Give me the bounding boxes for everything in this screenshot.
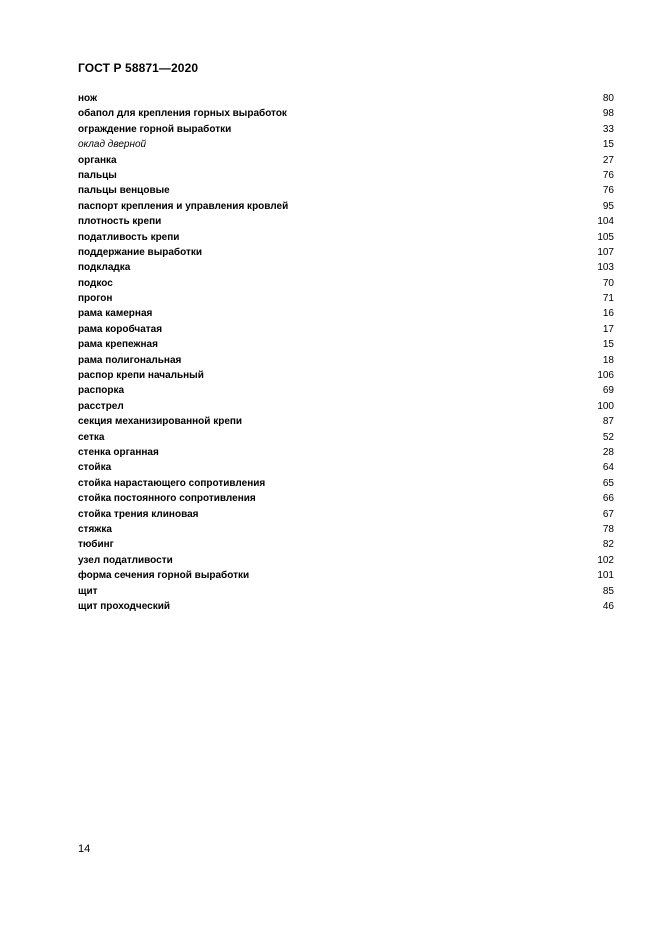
index-term: узел податливости [78, 554, 173, 566]
index-term: нож [78, 93, 98, 104]
index-page-ref: 65 [602, 477, 614, 489]
index-entry [78, 430, 614, 445]
index-term: паспорт крепления и управления кровлей [78, 200, 289, 212]
index-entry [78, 599, 614, 614]
index-page-ref: 106 [597, 370, 614, 382]
index-page-ref: 71 [602, 293, 614, 305]
index-page-ref: 82 [602, 539, 614, 551]
index-term: тюбинг [78, 539, 114, 551]
index-entry [78, 245, 614, 260]
index-entry [78, 291, 614, 306]
index-entry [78, 106, 614, 121]
index-entry [78, 383, 614, 398]
index-term: распорка [78, 385, 125, 397]
index-page-ref: 105 [597, 231, 614, 243]
index-term: подкос [78, 277, 113, 289]
index-entry [78, 199, 614, 214]
index-page-ref: 69 [602, 385, 614, 397]
index-entry [78, 337, 614, 352]
index-page-ref: 18 [602, 354, 614, 366]
index-term: стенка органная [78, 446, 159, 458]
index-page-ref: 76 [602, 185, 614, 197]
index-term: оклад дверной [78, 139, 147, 151]
index-term: рама полигональная [78, 354, 182, 366]
index-term: податливость крепи [78, 231, 180, 243]
index-term: щит проходческий [78, 600, 171, 612]
index-term: стойка трения клиновая [78, 508, 199, 520]
index-page-ref: 15 [602, 139, 614, 151]
index-term: рама камерная [78, 308, 153, 320]
index-entry [78, 491, 614, 506]
index-term: стойка [78, 462, 112, 474]
index-term: стойка постоянного сопротивления [78, 493, 256, 505]
alphabetical-index [78, 91, 614, 614]
index-term: пальцы [78, 169, 117, 181]
index-page-ref: 27 [602, 154, 614, 166]
index-entry [78, 322, 614, 337]
index-entry [78, 445, 614, 460]
index-term: обапол для крепления горных выработок [78, 108, 287, 120]
index-term: щит [78, 585, 98, 597]
index-term: плотность крепи [78, 216, 162, 228]
index-page-ref: 66 [602, 493, 614, 505]
index-page-ref: 17 [602, 323, 614, 335]
index-entry [78, 168, 614, 183]
index-entry [78, 214, 614, 229]
index-entry [78, 553, 614, 568]
index-term: форма сечения горной выработки [78, 570, 250, 582]
index-entry [78, 414, 614, 429]
index-term: секция механизированной крепи [78, 416, 243, 428]
index-entry [78, 183, 614, 198]
index-page-ref: 95 [602, 200, 614, 212]
index-term: прогон [78, 293, 113, 305]
index-entry [78, 460, 614, 475]
index-page-ref: 78 [602, 523, 614, 535]
index-term: рама коробчатая [78, 323, 163, 335]
index-page-ref: 102 [597, 554, 614, 566]
index-page-ref: 85 [602, 585, 614, 597]
index-term: рама крепежная [78, 339, 158, 351]
index-page-ref: 100 [597, 400, 614, 412]
index-entry [78, 306, 614, 321]
index-entry [78, 507, 614, 522]
index-page-ref: 46 [602, 600, 614, 612]
index-entry [78, 260, 614, 275]
index-entry [78, 276, 614, 291]
index-term: подкладка [78, 262, 131, 274]
index-page-ref: 104 [597, 216, 614, 228]
index-entry [78, 522, 614, 537]
index-entry [78, 122, 614, 137]
index-term: органка [78, 154, 117, 166]
index-page-ref: 107 [597, 246, 614, 258]
index-page-ref: 87 [602, 416, 614, 428]
index-page-ref: 64 [602, 462, 614, 474]
index-entry [78, 568, 614, 583]
index-entry [78, 230, 614, 245]
index-page-ref: 67 [602, 508, 614, 520]
index-term: стяжка [78, 523, 112, 535]
index-term: сетка [78, 431, 105, 443]
document-header: ГОСТ Р 58871—2020 [78, 61, 199, 75]
index-page-ref: 16 [602, 308, 614, 320]
index-entry [78, 91, 614, 106]
index-term: поддержание выработки [78, 246, 202, 258]
index-page-ref: 76 [602, 169, 614, 181]
index-term: расстрел [78, 400, 124, 412]
index-entry [78, 476, 614, 491]
index-term: ограждение горной выработки [78, 123, 232, 135]
index-entry [78, 537, 614, 552]
index-page-ref: 101 [597, 570, 614, 582]
index-page-ref: 103 [597, 262, 614, 274]
index-entry [78, 399, 614, 414]
page-number: 14 [78, 843, 91, 855]
index-page-ref: 33 [602, 123, 614, 135]
index-entry [78, 137, 614, 152]
index-page-ref: 80 [602, 93, 614, 104]
index-page-ref: 98 [602, 108, 614, 120]
index-entry [78, 153, 614, 168]
index-page-ref: 28 [602, 446, 614, 458]
index-term: распор крепи начальный [78, 370, 204, 382]
index-term: стойка нарастающего сопротивления [78, 477, 266, 489]
index-entry [78, 353, 614, 368]
index-page-ref: 15 [602, 339, 614, 351]
index-page-ref: 52 [602, 431, 614, 443]
index-entry [78, 368, 614, 383]
index-page-ref: 70 [602, 277, 614, 289]
index-term: пальцы венцовые [78, 185, 170, 197]
index-entry [78, 584, 614, 599]
